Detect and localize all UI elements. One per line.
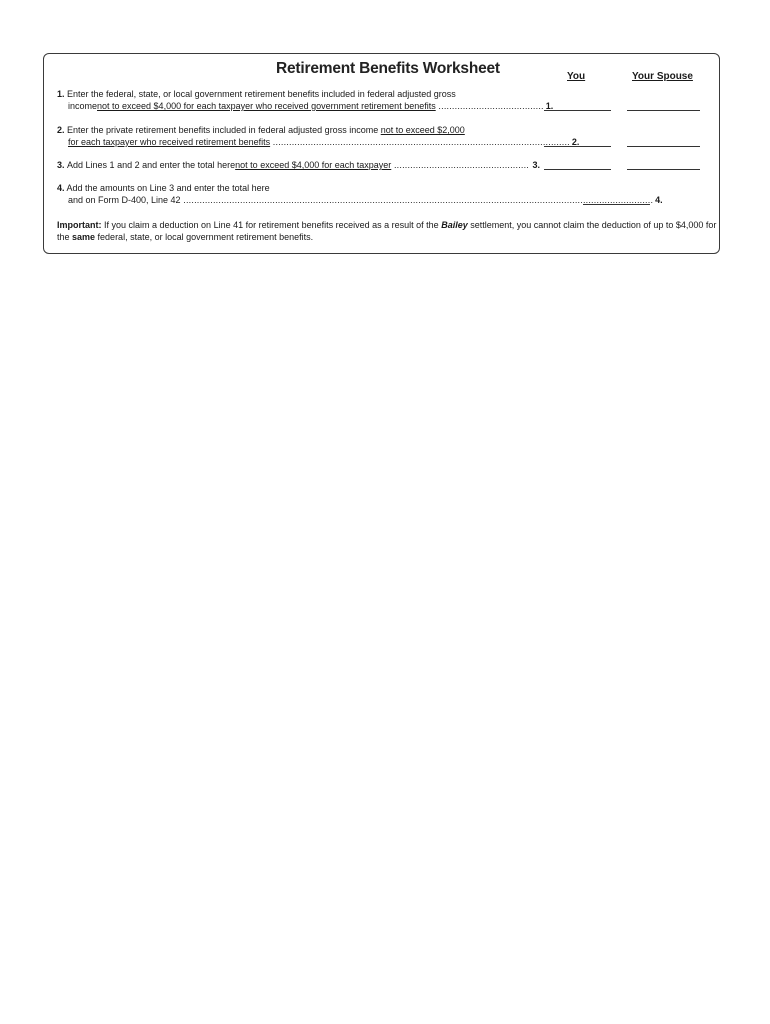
line-4-ref: 4. bbox=[655, 195, 663, 205]
line-1-text-a bbox=[57, 88, 456, 100]
line-2-ref: 2. bbox=[571, 137, 580, 147]
line-4-leader: .............................................................................................................................................................................. bbox=[180, 195, 654, 205]
line-2-spouse-field[interactable] bbox=[627, 146, 700, 147]
line-4-description: Add the amounts on Line 3 and enter the total here bbox=[66, 183, 270, 193]
line-4-form-ref: and on Form D-400, Line 42 bbox=[68, 195, 181, 205]
line-3-you-field[interactable] bbox=[544, 169, 611, 170]
line-2-text-a bbox=[57, 124, 465, 136]
line-1-description: Enter the federal, state, or local government retirement benefits included in federal adjusted gross bbox=[67, 89, 456, 99]
line-1-ref: 1. bbox=[545, 101, 554, 111]
line-2-description: Enter the private retirement benefits included in federal adjusted gross income bbox=[67, 125, 381, 135]
bailey-term: Bailey bbox=[441, 220, 468, 230]
line-1-plain: income bbox=[68, 101, 98, 111]
line-1-limit: not to exceed $4,000 for each taxpayer who received government retirement benefits bbox=[97, 101, 436, 111]
line-2-you-field[interactable] bbox=[544, 146, 611, 147]
important-note bbox=[57, 219, 717, 243]
line-2-number: 2. bbox=[57, 125, 65, 135]
line-3-text bbox=[57, 159, 540, 171]
line-2-text-b bbox=[68, 136, 580, 148]
same-term: same bbox=[72, 232, 96, 242]
line-4-text-b bbox=[68, 194, 663, 206]
worksheet-title: Retirement Benefits Worksheet bbox=[276, 60, 500, 77]
line-1-text-b bbox=[68, 100, 554, 112]
line-3-leader: .................................................. bbox=[391, 160, 530, 170]
important-label: Important: bbox=[57, 220, 102, 230]
retirement-benefits-worksheet bbox=[43, 53, 720, 254]
line-2-limit: not to exceed $2,000 bbox=[380, 125, 465, 135]
line-4-number: 4. bbox=[57, 183, 65, 193]
important-text-1: If you claim a deduction on Line 41 for retirement benefits received as a result of the bbox=[101, 220, 442, 230]
important-text-2: settlement, you cannot claim the deduction of up to $4,000 for the bbox=[57, 220, 717, 242]
line-2-leader: .............................................................................................................. bbox=[270, 137, 570, 147]
line-3-limit: not to exceed $4,000 for each taxpayer bbox=[235, 160, 392, 170]
line-1-number: 1. bbox=[57, 89, 65, 99]
important-text-3: federal, state, or local government retirement benefits. bbox=[95, 232, 314, 242]
line-3-number: 3. bbox=[57, 160, 65, 170]
line-1-spouse-field[interactable] bbox=[627, 110, 700, 111]
line-1-leader: ....................................... bbox=[435, 101, 544, 111]
line-4-total-field[interactable] bbox=[583, 204, 650, 205]
line-3-spouse-field[interactable] bbox=[627, 169, 700, 170]
line-3-ref: 3. bbox=[532, 160, 540, 170]
column-header-spouse: Your Spouse bbox=[632, 71, 693, 82]
line-3-description: Add Lines 1 and 2 and enter the total here bbox=[67, 160, 236, 170]
line-4-text-a bbox=[57, 182, 270, 194]
column-header-you: You bbox=[567, 71, 586, 82]
line-2-limit-b: for each taxpayer who received retirement benefits bbox=[68, 137, 271, 147]
line-1-you-field[interactable] bbox=[544, 110, 611, 111]
